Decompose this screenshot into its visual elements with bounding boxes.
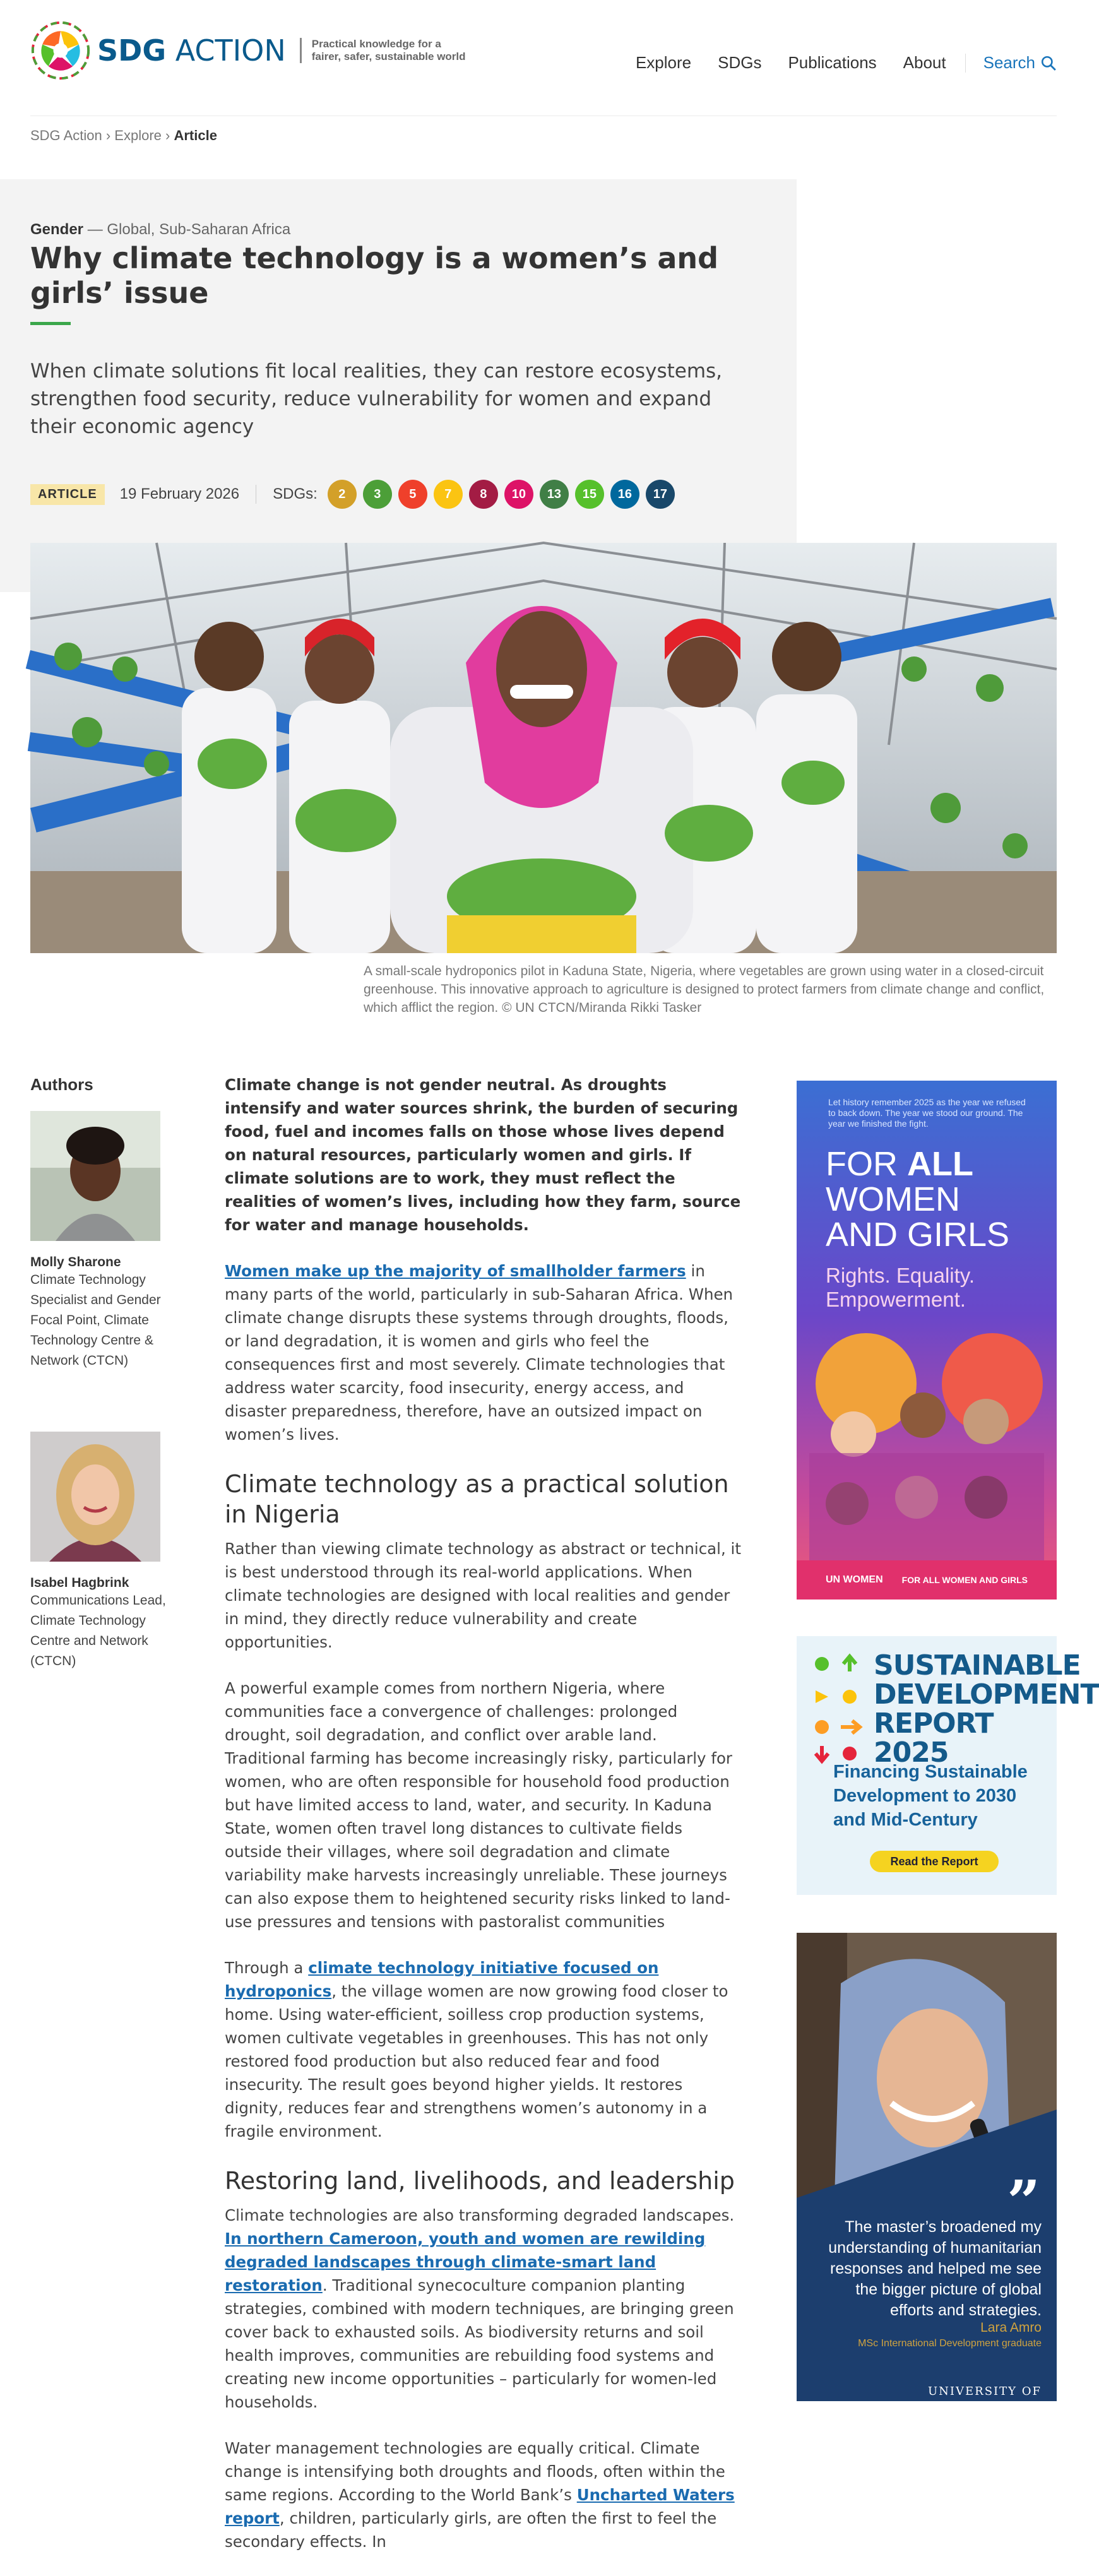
sdr-icons [811, 1653, 867, 1754]
sdg-goal-5[interactable]: 5 [398, 480, 427, 509]
greenhouse-photo [30, 543, 1057, 953]
article-meta [30, 480, 675, 509]
ad-headline: FOR ALL WOMEN AND GIRLS [826, 1145, 1010, 1254]
sdg-label: SDGs: [273, 485, 318, 502]
sdg-list [321, 480, 675, 509]
read-report-button[interactable]: Read the Report [870, 1851, 999, 1872]
sdg-goal-8[interactable]: 8 [469, 480, 498, 509]
nav-divider [965, 54, 966, 73]
breadcrumb-separator: › [105, 128, 111, 143]
ad-small-text: Let history remember 2025 as the year we refused to back down. The year we stood our ground. The year we finished the fight. [828, 1097, 1026, 1129]
logo-tagline: Practical knowledge for a fairer, safer, sustainable world [300, 38, 466, 63]
ad-subheadline: Rights. Equality. Empowerment. [826, 1264, 975, 1311]
author-role: Communications Lead, Climate Technology Centre and Network (CTCN) [30, 1593, 166, 1668]
testimonial-role: MSc International Development graduate [858, 2338, 1042, 2349]
site-header [30, 15, 1057, 116]
breadcrumb-home[interactable]: SDG Action [30, 128, 102, 143]
author-name: Isabel Hagbrink [30, 1576, 129, 1590]
sdg-goal-2[interactable]: 2 [328, 480, 357, 509]
article-paragraph: A powerful example comes from northern Nigeria, where communities face a convergence of challenges: prolonged drought, soil degradation, and conflict over arable land. Traditional farming has become increasingly risky, particularly for women, who are often responsible for household food production but have limited access to land, water, and security. In Kaduna State, women often travel long distances to cultivate fields outside their villages, where soil degradation and climate variability make harvests increasingly unreliable. These journeys can also expose them to heightened security risks linked to land-use pressures and tensions with pastoralist communities [225, 1679, 733, 1931]
sdg-goal-17[interactable]: 17 [646, 480, 675, 509]
testimonial-name: Lara Amro [980, 2320, 1042, 2335]
author-card[interactable] [30, 1111, 175, 1371]
article-paragraph: Through a climate technology initiative focused on hydroponics, the village women are now growing food closer to home. Using water-efficient, soilless crop production systems, women cultivate vegetables in greenhouses. This has not only restored food production but also reduced fear and food insecurity. The result goes beyond higher yields. It restores dignity, reduces fear and strengthens women’s autonomy in a fragile environment. [225, 1959, 728, 2140]
search-icon [1040, 55, 1057, 71]
title-underline [30, 322, 71, 325]
inline-link[interactable]: climate technology initiative focused on hydroponics [225, 1959, 659, 2000]
article-region: — Global, Sub-Saharan Africa [83, 221, 291, 238]
inline-link[interactable]: Uncharted Waters report [225, 2486, 735, 2527]
article-hero [0, 179, 797, 592]
ad-university[interactable] [797, 1933, 1057, 2401]
article-date: 19 February 2026 [119, 485, 240, 502]
logo-wordmark: SDG ACTION [97, 33, 286, 68]
quote-mark-icon: ” [1007, 2168, 1040, 2236]
sdg-goal-10[interactable]: 10 [504, 480, 533, 509]
search-label: Search [983, 53, 1035, 72]
search-button[interactable] [983, 53, 1057, 73]
author-photo [30, 1111, 160, 1241]
sdg-goal-3[interactable]: 3 [363, 480, 392, 509]
section-heading: Restoring land, livelihoods, and leadership [225, 2167, 735, 2195]
ad-footer: UN WOMEN FOR ALL WOMEN AND GIRLS [797, 1560, 1057, 1600]
sdr-subtitle: Financing Sustainable Development to 2030 and Mid-Century [833, 1762, 1028, 1830]
sdg-wheel-icon [30, 20, 91, 81]
ad-un-women[interactable] [797, 1081, 1057, 1600]
authors-heading: Authors [30, 1075, 93, 1094]
article-paragraph: Rather than viewing climate technology as abstract or technical, it is best understood through its real-world applications. When climate technologies are designed with local realities and gender in mind, they directly reduce vulnerability and create opportunities. [225, 1540, 741, 1651]
sdg-goal-13[interactable]: 13 [540, 480, 569, 509]
image-caption: A small-scale hydroponics pilot in Kaduna State, Nigeria, where vegetables are grown using water in a closed-circuit greenhouse. This innovative approach to agriculture is designed to protect farmers from climate change and conflict, which afflict the region. © UN CTCN/Miranda Rikki Tasker [364, 964, 1045, 1015]
breadcrumb [30, 128, 217, 144]
inline-link[interactable]: In northern Cameroon, youth and women are rewilding degraded landscapes through climate-smart land restoration [225, 2229, 706, 2294]
section-heading: Climate technology as a practical solution in Nigeria [225, 1470, 729, 1528]
breadcrumb-explore[interactable]: Explore [114, 128, 162, 143]
author-card[interactable] [30, 1432, 175, 1671]
sdg-goal-15[interactable]: 15 [575, 480, 604, 509]
nav-publications[interactable]: Publications [788, 53, 877, 72]
site-logo[interactable] [30, 20, 466, 81]
article-type-badge: ARTICLE [30, 484, 105, 505]
author-role: Climate Technology Specialist and Gender Focal Point, Climate Technology Centre & Network (CTCN) [30, 1273, 161, 1368]
article-summary: When climate solutions fit local realities, they can restore ecosystems, strengthen food security, reduce vulnerability for women and expand their economic agency [30, 360, 723, 438]
nav-sdgs[interactable]: SDGs [718, 53, 762, 72]
article-topic[interactable]: Gender [30, 221, 84, 238]
article-kicker [30, 221, 290, 239]
breadcrumb-separator: › [165, 128, 170, 143]
testimonial-quote: The master’s broadened my understanding of humanitarian responses and helped me see the bigger picture of global efforts and strategies. [828, 2218, 1042, 2319]
article-hero-image [30, 543, 1057, 953]
article-paragraph: Climate technologies are also transforming degraded landscapes. In northern Cameroon, youth and women are rewilding degraded landscapes through climate-smart land restoration. Traditional synecoculture companion planting strategies, combined with modern techniques, are bringing green cover back to exhausted soils. As biodiversity returns and soil health improves, communities are rebuilding food systems and creating new income opportunities – particularly for women-led households. [225, 2206, 735, 2411]
breadcrumb-current: Article [174, 128, 217, 143]
sdg-goal-16[interactable]: 16 [610, 480, 639, 509]
article-lead: Climate change is not gender neutral. As droughts intensify and water sources shrink, the burden of securing food, fuel and incomes falls on those whose lives depend on natural resources, particularly women and girls. If climate solutions are to work, they must reflect the realities of women’s lives, including how they farm, source for water and manage households. [225, 1076, 741, 1234]
main-nav [609, 53, 1057, 73]
ad-people-illustration [797, 1308, 1057, 1560]
university-name: UNIVERSITY OF [927, 2385, 1042, 2398]
sdg-goal-7[interactable]: 7 [434, 480, 463, 509]
article-body [225, 1073, 742, 2576]
article-paragraph: Water management technologies are equally critical. Climate change is intensifying both droughts and floods, often within the same regions. According to the World Bank’s Uncharted Waters report, children, particularly girls, are often the first to feel the secondary effects. In [225, 2439, 735, 2551]
article-paragraph: Women make up the majority of smallholder farmers in many parts of the world, particularly in sub-Saharan Africa. When climate change disrupts these systems through droughts, floods, or land degradation, it is women and girls who feel the consequences first and most severely. Climate technologies that address water scarcity, food insecurity, energy access, and disaster preparedness, therefore, have an outsized impact on women’s lives. [225, 1262, 734, 1444]
inline-link[interactable]: Women make up the majority of smallholder farmers [225, 1262, 686, 1280]
author-photo [30, 1432, 160, 1562]
author-name: Molly Sharone [30, 1255, 121, 1269]
nav-about[interactable]: About [903, 53, 946, 72]
nav-explore[interactable]: Explore [635, 53, 692, 72]
page-title: Why climate technology is a women’s and girls’ issue [30, 241, 719, 310]
sdr-title: SUSTAINABLE DEVELOPMENT REPORT 2025 [874, 1649, 1099, 1769]
ad-sustainable-development-report[interactable] [797, 1636, 1099, 1895]
